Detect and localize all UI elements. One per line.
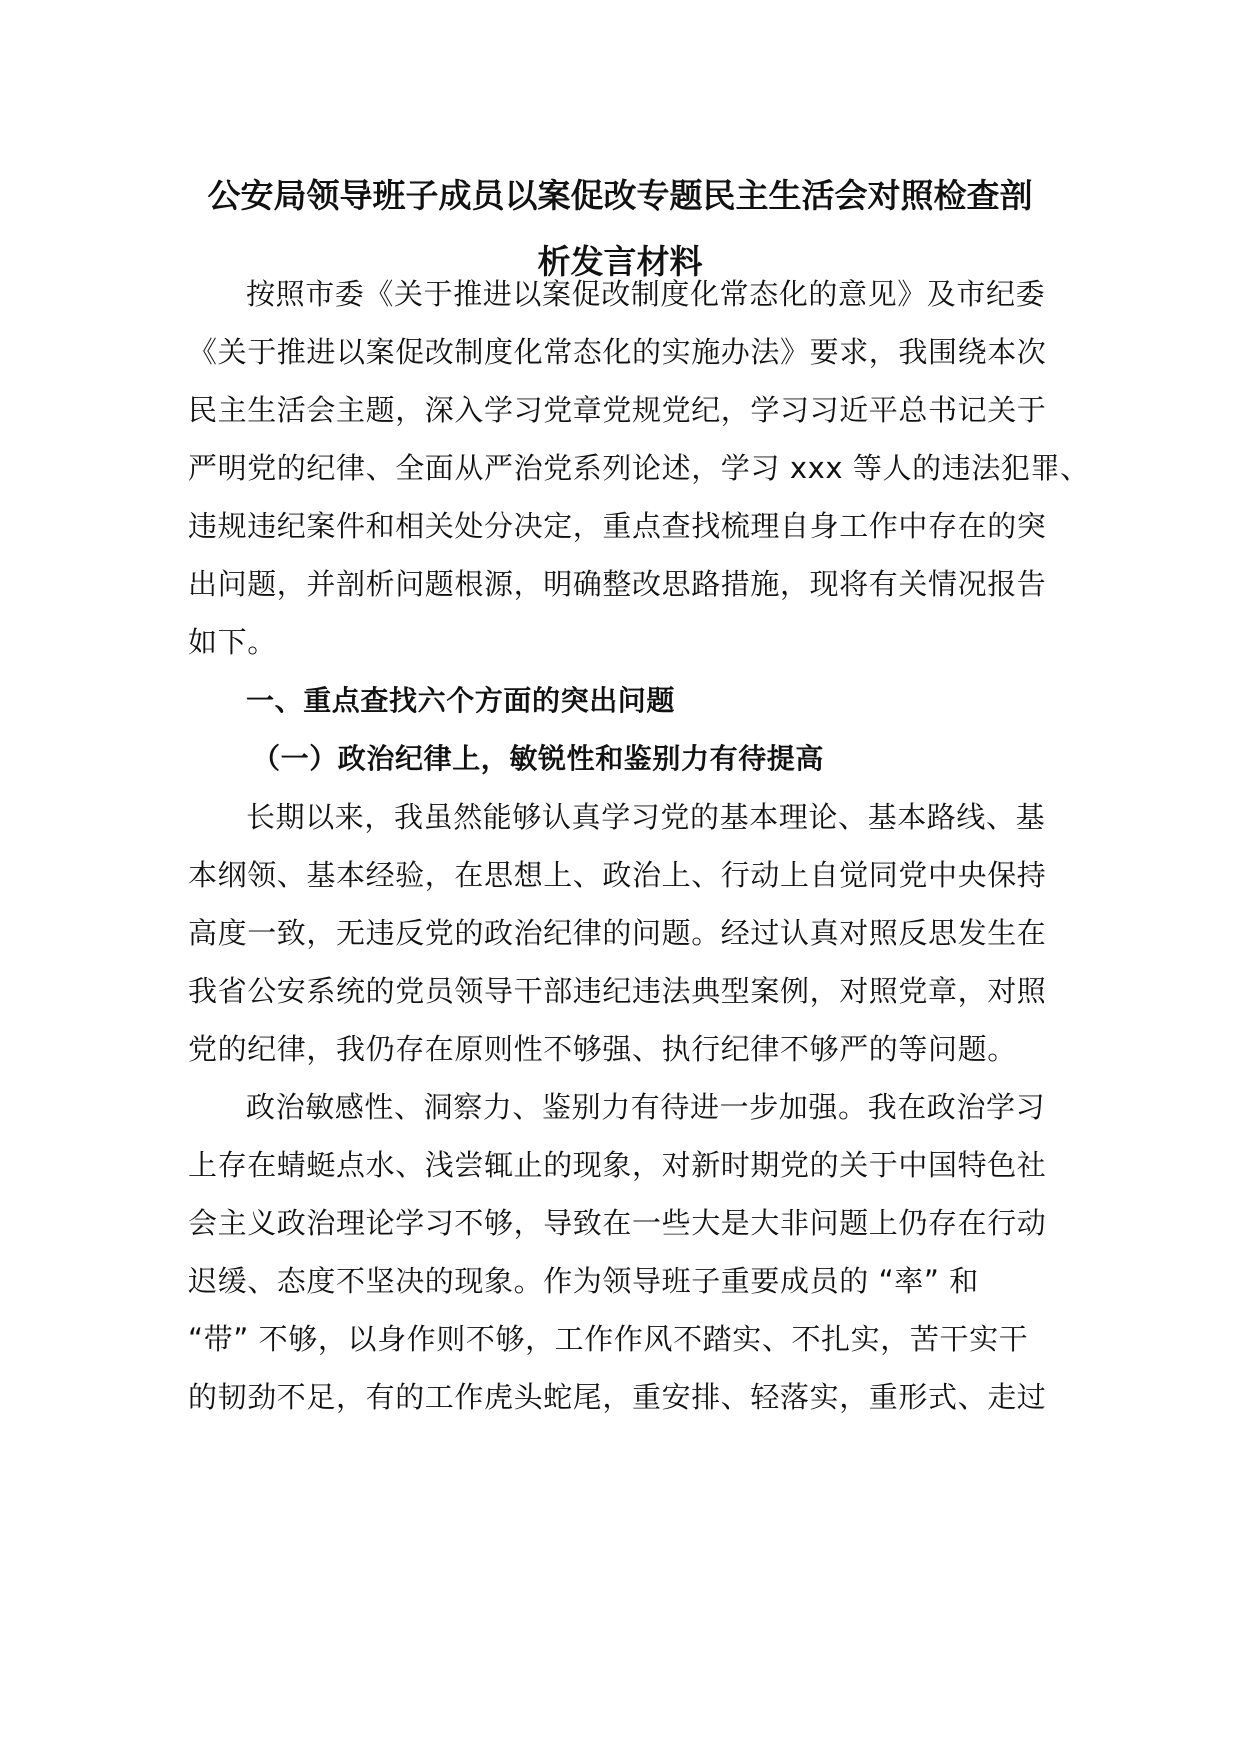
paragraph-line: 本纲领、基本经验，在思想上、政治上、行动上自觉同党中央保持: [188, 858, 1047, 892]
paragraph-line: 民主生活会主题，深入学习党章党规党纪，学习习近平总书记关于: [188, 393, 1047, 427]
section-heading: 一、重点查找六个方面的突出问题: [246, 684, 676, 717]
document-title-line-2: 析发言材料: [537, 242, 703, 281]
paragraph-line: 迟缓、态度不坚决的现象。作为领导班子重要成员的 “率” 和: [188, 1264, 979, 1298]
document-title-line-1: 公安局领导班子成员以案促改专题民主生活会对照检查剖: [207, 176, 1033, 215]
paragraph-line: 《关于推进以案促改制度化常态化的实施办法》要求，我围绕本次: [188, 335, 1047, 369]
paragraph-line: 的韧劲不足，有的工作虎头蛇尾，重安排、轻落实，重形式、走过: [188, 1380, 1047, 1414]
paragraph-line: 会主义政治理论学习不够，导致在一些大是大非问题上仍存在行动: [188, 1206, 1047, 1240]
paragraph-line: 出问题，并剖析问题根源，明确整改思路措施，现将有关情况报告: [188, 567, 1047, 601]
paragraph-line: 上存在蜻蜓点水、浅尝辄止的现象，对新时期党的关于中国特色社: [188, 1148, 1047, 1182]
paragraph-line: “带” 不够，以身作则不够，工作作风不踏实、不扎实，苦干实干: [188, 1322, 1029, 1356]
paragraph-line: 政治敏感性、洞察力、鉴别力有待进一步加强。我在政治学习: [246, 1090, 1046, 1124]
paragraph-line: 如下。: [188, 625, 277, 659]
paragraph-line: 按照市委《关于推进以案促改制度化常态化的意见》及市纪委: [246, 277, 1046, 311]
paragraph-line: 党的纪律，我仍存在原则性不够强、执行纪律不够严的等问题。: [188, 1032, 1017, 1066]
paragraph-line: 高度一致，无违反党的政治纪律的问题。经过认真对照反思发生在: [188, 916, 1047, 950]
paragraph-line: 长期以来，我虽然能够认真学习党的基本理论、基本路线、基: [246, 800, 1046, 834]
paragraph-line: 严明党的纪律、全面从严治党系列论述，学习 xxx 等人的违法犯罪、: [188, 451, 1090, 485]
subsection-heading: （一）政治纪律上，敏锐性和鉴别力有待提高: [252, 742, 825, 775]
paragraph-line: 我省公安系统的党员领导干部违纪违法典型案例，对照党章，对照: [188, 974, 1047, 1008]
paragraph-line: 违规违纪案件和相关处分决定，重点查找梳理自身工作中存在的突: [188, 509, 1047, 543]
